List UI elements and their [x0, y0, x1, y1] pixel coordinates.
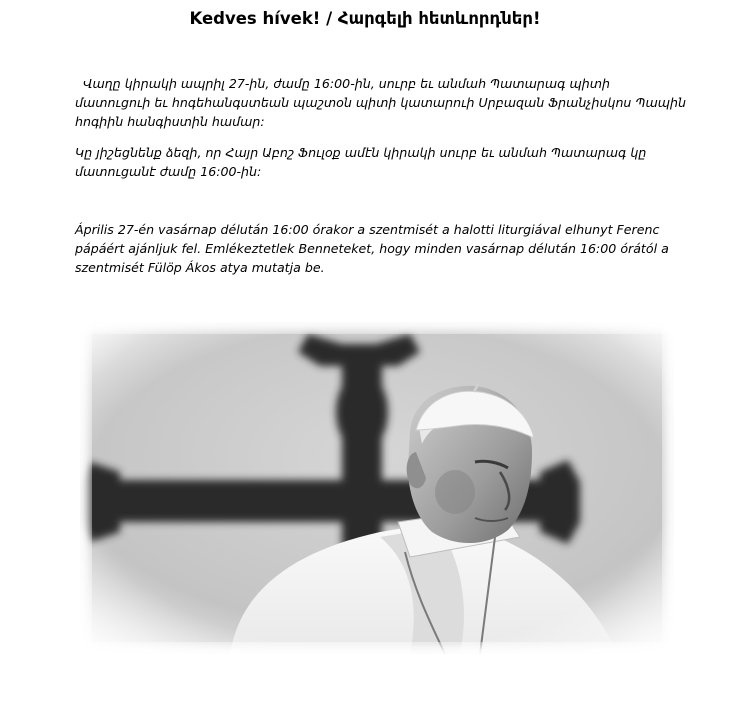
hungarian-paragraph: Április 27-én vasárnap délután 16:00 órakor a szentmisét a halotti liturgiával elhunyt Ferenc pápáért ajánljuk fel. Emlékeztetlek Benneteket, hogy minden vasárnap délután 16:00 órától a szentmisét Fülöp Ákos atya mutatja be. — [75, 222, 669, 275]
pope-with-cross-photo — [80, 322, 674, 654]
armenian-paragraph-2: Կը յիշեցնենք ձեզի, որ Հայր Աբոշ Ֆուլօք ամէն կիրակի սուրբ եւ անմահ Պատարագ կը մատուցանէ ժամը 16:00-ին: — [75, 145, 647, 179]
page-title: Kedves hívek! / Հարգելի հետևորդներ! — [189, 9, 541, 28]
armenian-paragraph-1: Վաղը կիրակի ապրիլ 27-ին, ժամը 16:00-ին, սուրբ եւ անմահ Պատարագ պիտի մատուցուի եւ հոգեհանգստեան պաշտօն պիտի կատարուի Սրբազան Ֆրանչիսկոս Պապին հոգիին հանգիստին համար: — [75, 76, 691, 129]
